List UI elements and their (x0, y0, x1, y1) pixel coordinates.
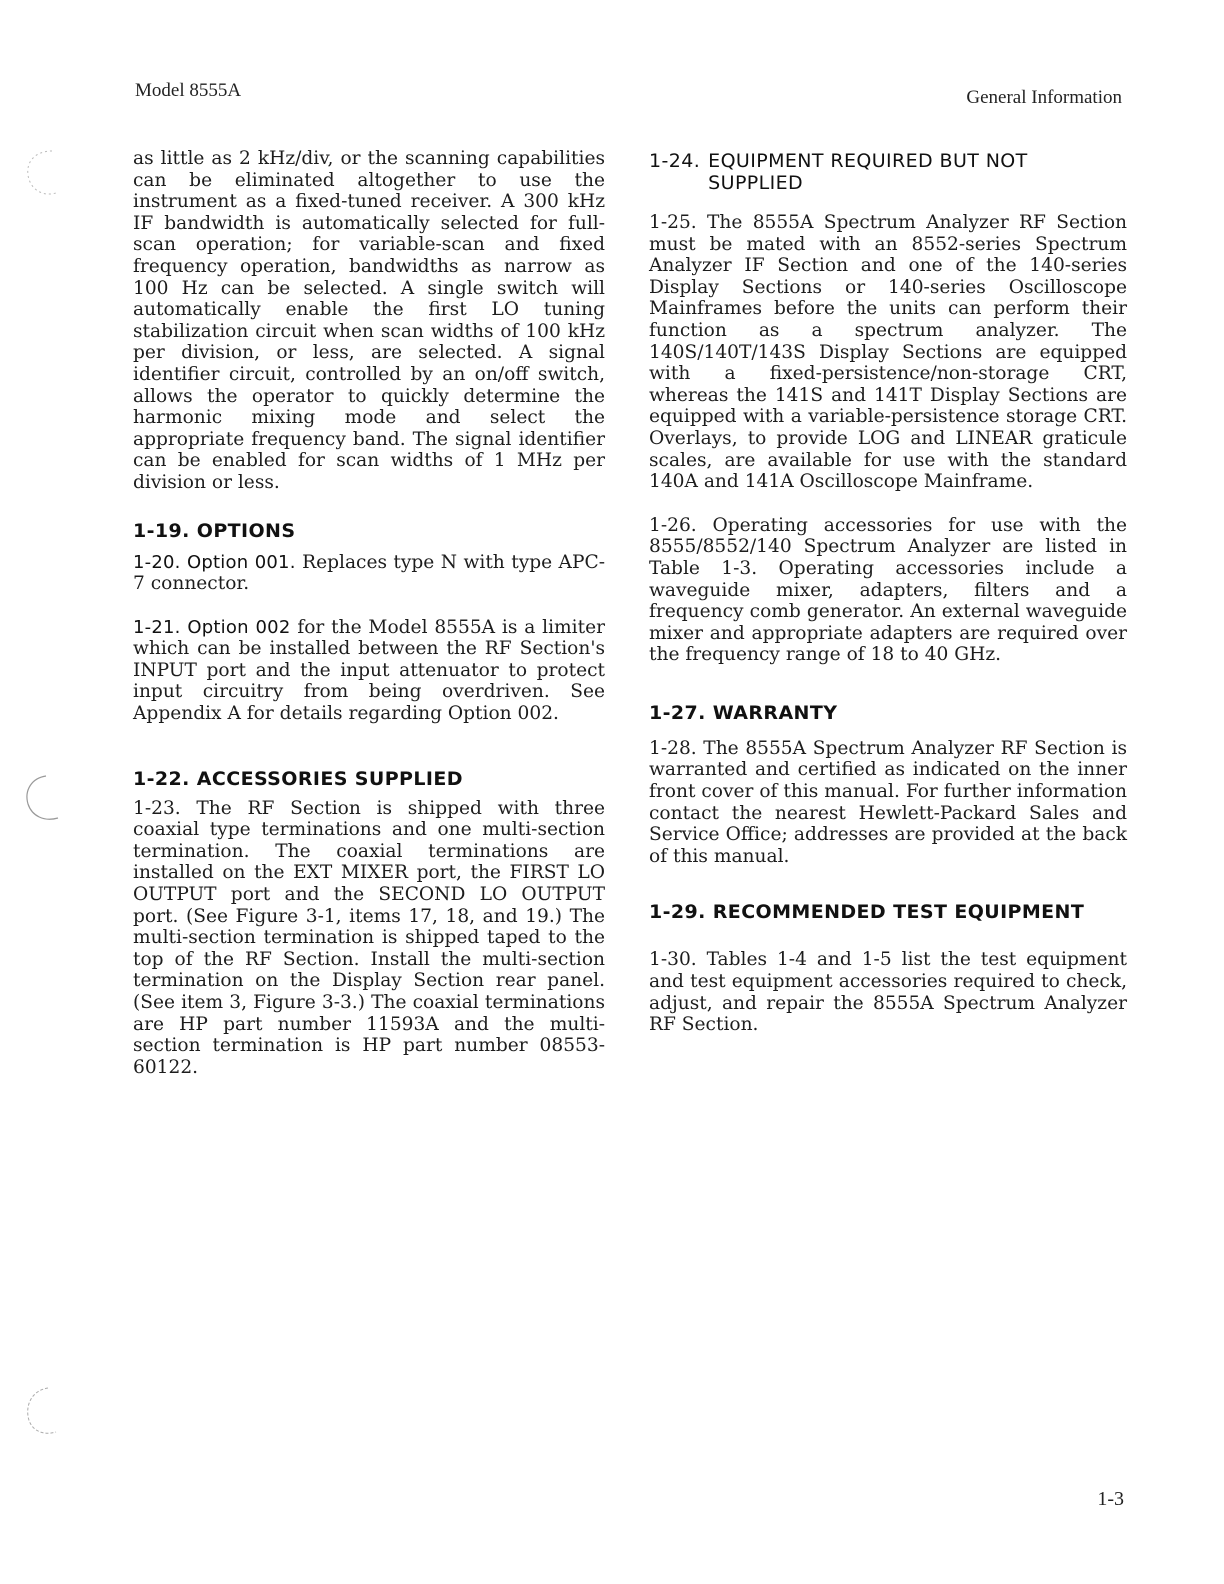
left-column (133, 148, 605, 1078)
intro-paragraph: as little as 2 kHz/div, or the scanning capabilities can be eliminated altogether to use the instrument as a fixed-tuned receiver. A 300 kHz IF bandwidth is automatically selected for full-scan operation; for variable-scan and fixed frequency operation, bandwidths as narrow as 100 Hz can be selected. A single switch will automatically enable the first LO tuning stabilization circuit when scan widths of 100 kHz per division, or less, are selected. A signal identifier circuit, controlled by an on/off switch, allows the operator to quickly determine the harmonic mixing mode and select the appropriate frequency band. The signal identifier can be enabled for scan widths of 1 MHz per division or less. (133, 148, 605, 493)
paragraph-1-21 (133, 617, 605, 725)
punch-hole-top (22, 145, 62, 201)
paragraph-1-26: 1-26. Operating accessories for use with the 8555/8552/140 Spectrum Analyzer are listed in Table 1-3. Operating accessories include a waveguide mixer, adapters, filters and a frequency comb generator. An external waveguide mixer and appropriate adapters are required over the frequency range of 18 to 40 GHz. (649, 514, 1127, 666)
paragraph-1-28: 1-28. The 8555A Spectrum Analyzer RF Section is warranted and certified as indicated on the inner front cover of this manual. For further information contact the nearest Hewlett-Packard Sales and Service Office; addresses are provided at the back of this manual. (649, 737, 1127, 867)
equipment-heading-number: 1-24. (649, 150, 701, 172)
paragraph-1-23: 1-23. The RF Section is shipped with three coaxial type terminations and one multi-section termination. The coaxial terminations are installed on the EXT MIXER port, the FIRST LO OUTPUT port and the SECOND LO OUTPUT port. (See Figure 3-1, items 17, 18, and 19.) The multi-section termination is shipped taped to the top of the RF Section. Install the multi-section termination on the Display Section rear panel. (See item 3, Figure 3-3.) The coaxial terminations are HP part number 11593A and the multi-section termination is HP part number 08553-60122. (133, 797, 605, 1078)
header-section-title: General Information (966, 87, 1122, 108)
page-number: 1-3 (1097, 1488, 1124, 1510)
paragraph-1-30: 1-30. Tables 1-4 and 1-5 list the test equipment and test equipment accessories required to check, adjust, and repair the 8555A Spectrum Analyzer RF Section. (649, 949, 1127, 1036)
paragraph-1-20-head: 1-20. Option 001. (133, 551, 296, 573)
equipment-heading-text: EQUIPMENT REQUIRED BUT NOT SUPPLIED (708, 150, 1028, 194)
punch-hole-middle (22, 772, 62, 828)
equipment-heading (649, 150, 1127, 194)
paragraph-1-21-head: 1-21. Option 002 (133, 616, 291, 638)
test-equipment-heading: 1-29. RECOMMENDED TEST EQUIPMENT (649, 901, 1085, 924)
warranty-heading: 1-27. WARRANTY (649, 701, 838, 724)
paragraph-1-25: 1-25. The 8555A Spectrum Analyzer RF Section must be mated with an 8552-series Spectrum Analyzer IF Section and one of the 140-series Display Sections or 140-series Oscilloscope Mainframes before the units can perform their function as a spectrum analyzer. The 140S/140T/143S Display Sections are equipped with a fixed-persistence/non-storage CRT, whereas the 141S and 141T Display Sections are equipped with a variable-persistence storage CRT. Overlays, to provide LOG and LINEAR graticule scales, are available for use with the standard 140A and 141A Oscilloscope Mainframe. (649, 212, 1127, 493)
options-heading: 1-19. OPTIONS (133, 519, 296, 542)
header-model: Model 8555A (135, 80, 242, 101)
paragraph-1-20 (133, 552, 605, 595)
right-column (649, 150, 1127, 1036)
paragraph-1-21-text: for the Model 8555A is a limiter which can be installed between the RF Section's INPUT port and the input attenuator to protect input circuitry from being overdriven. See Appendix A for details regarding Option 002. (133, 616, 605, 725)
paragraph-1-20-text: Replaces type N with type APC-7 connector. (133, 551, 605, 595)
punch-hole-bottom (22, 1384, 62, 1440)
accessories-heading: 1-22. ACCESSORIES SUPPLIED (133, 767, 463, 790)
